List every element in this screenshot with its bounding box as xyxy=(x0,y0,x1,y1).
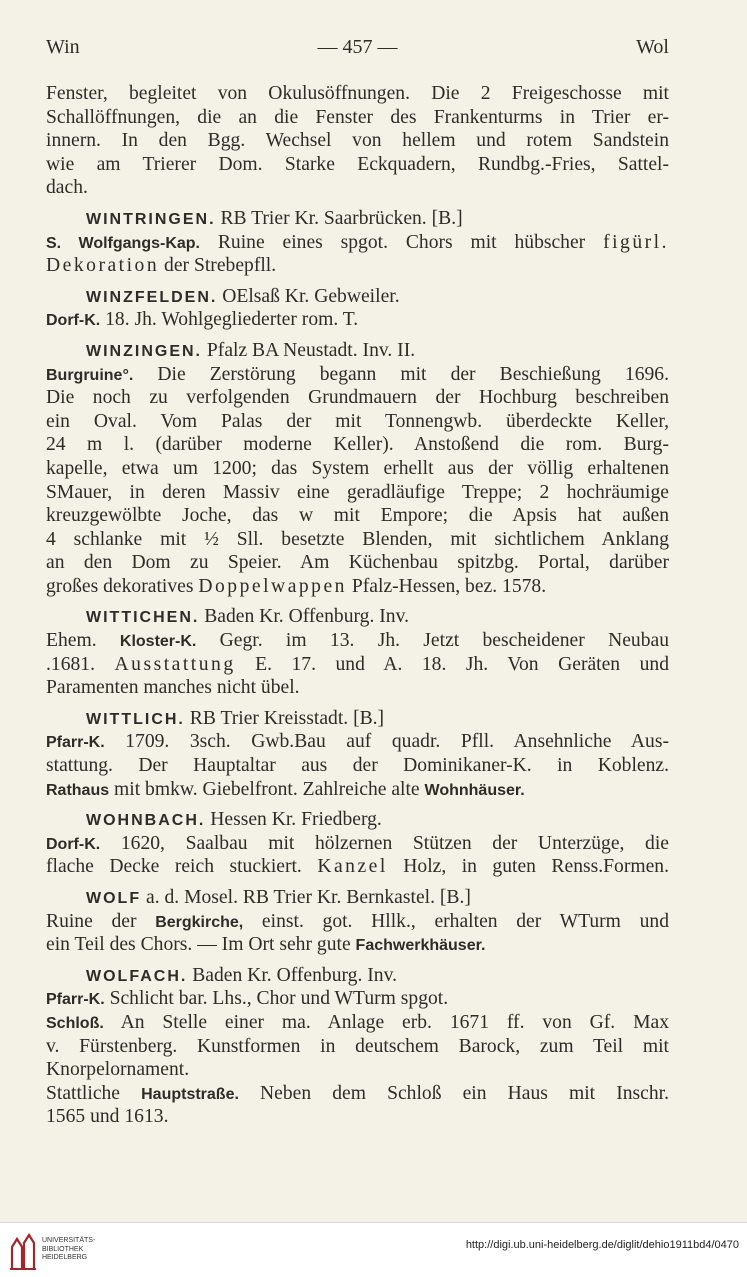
body-text xyxy=(46,82,669,1129)
text-run: flache Decke reich stuckiert. xyxy=(46,856,318,878)
source-url-link[interactable]: http://digi.ub.uni-heidelberg.de/diglit/dehio1911bd4/0470 xyxy=(465,1239,739,1251)
place-name: WOLFACH. xyxy=(86,967,188,985)
place-name: WINZFELDEN. xyxy=(86,288,218,306)
text-line xyxy=(46,82,669,106)
text-run: Pfalz BA Neustadt. Inv. II. xyxy=(202,339,416,361)
text-run: 4 schlanke mit ½ Sll. besetzte Blenden, mit sichtlichem Anklang xyxy=(46,528,669,550)
text-run: großes dekoratives xyxy=(46,575,199,597)
library-name xyxy=(42,1237,95,1263)
entry-heading-line xyxy=(46,886,669,910)
text-line xyxy=(46,386,669,410)
text-run: ein Oval. Vom Palas der mit Tonnengwb. überdeckte Keller, xyxy=(46,410,669,432)
text-run: kapelle, etwa um 1200; das System erhellt aus der völlig erhaltenen xyxy=(46,457,669,479)
spaced-term: Dekoration xyxy=(46,255,160,277)
place-name: WITTICHEN. xyxy=(86,609,200,627)
text-line xyxy=(46,410,669,434)
text-run: innern. In den Bgg. Wechsel von hellem und rotem Sandstein xyxy=(46,130,669,152)
text-run: Pfalz-Hessen, bez. 1578. xyxy=(346,575,547,597)
running-head-right: Wol xyxy=(636,36,669,58)
text-line xyxy=(46,575,669,599)
university-library-logo-icon xyxy=(8,1233,38,1271)
text-line xyxy=(46,308,669,332)
footer-bar xyxy=(0,1222,747,1277)
bold-term: S. Wolfgangs-Kap. xyxy=(46,234,200,252)
text-run: RB Trier Kreisstadt. [B.] xyxy=(184,707,385,729)
spaced-term: Ausstattung xyxy=(114,653,236,675)
text-run: OElsaß Kr. Gebweiler. xyxy=(217,285,400,307)
text-run: a. d. Mosel. RB Trier Kr. Bernkastel. [B.] xyxy=(141,887,471,908)
text-line xyxy=(46,551,669,575)
text-run: ein Teil des Chors. — Im Ort sehr gute xyxy=(46,934,356,956)
text-run: einst. got. Hllk., erhalten der WTurm und xyxy=(243,910,669,932)
text-line xyxy=(46,176,669,200)
place-name: WINZINGEN. xyxy=(86,342,202,360)
text-run: Baden Kr. Offenburg. Inv. xyxy=(199,606,410,628)
library-name-line: UNIVERSITÄTS- xyxy=(42,1237,96,1244)
text-run: Schallöffnungen, die an die Fenster des Frankenturms in Trier er- xyxy=(46,106,669,128)
text-run: Die Zerstörung begann mit der Beschießung 1696. xyxy=(133,363,669,385)
text-line xyxy=(46,504,669,528)
spaced-term: Kanzel xyxy=(317,856,388,878)
text-run: kreuzgewölbte Joche, das w mit Empore; die Apsis hat außen xyxy=(46,505,669,527)
entry-heading-line xyxy=(46,207,669,231)
entry-heading-line xyxy=(46,339,669,363)
text-line xyxy=(46,754,669,778)
text-run: .1681. xyxy=(46,653,115,675)
entry-heading-line xyxy=(46,707,669,731)
text-run: E. 17. und A. 18. Jh. Von Geräten und xyxy=(235,653,669,675)
page-number: — 457 — xyxy=(317,36,398,58)
text-line xyxy=(46,363,669,387)
entry-heading-line xyxy=(46,605,669,629)
text-run: wie am Trierer Dom. Starke Eckquadern, Rundbg.-Fries, Sattel- xyxy=(46,153,669,175)
text-line xyxy=(46,832,669,856)
bold-term: Kloster-K. xyxy=(119,633,197,651)
text-run: Gegr. im 13. Jh. Jetzt bescheidener Neubau xyxy=(196,630,669,652)
text-run: 18. Jh. Wohlgegliederter rom. T. xyxy=(100,309,359,331)
library-name-line: BIBLIOTHEK xyxy=(42,1245,84,1253)
bold-term: Hauptstraße. xyxy=(141,1085,239,1103)
spaced-term: figürl. xyxy=(603,231,669,253)
text-run: Die noch zu verfolgenden Grundmauern der Hochburg beschreiben xyxy=(46,387,669,409)
text-line xyxy=(46,481,669,505)
text-line xyxy=(46,528,669,552)
text-line xyxy=(46,910,669,934)
text-run: Ruine der xyxy=(46,910,156,932)
text-run: v. Fürstenberg. Kunstformen in deutschem Barock, zum Teil mit xyxy=(46,1035,669,1057)
text-run: Holz, in guten Renss.Formen. xyxy=(387,856,669,878)
bold-term: Wohnhäuser. xyxy=(424,781,525,799)
text-line xyxy=(46,933,669,957)
text-line xyxy=(46,129,669,153)
bold-term: Burgruine°. xyxy=(46,366,134,384)
bold-term: Pfarr-K. xyxy=(46,991,105,1009)
bold-term: Rathaus xyxy=(46,781,110,799)
text-line xyxy=(46,778,669,802)
text-run: Stattliche xyxy=(46,1082,142,1104)
entry-heading-line xyxy=(46,808,669,832)
text-run: 1565 und 1613. xyxy=(46,1106,169,1128)
text-run: 24 m l. (darüber moderne Keller). Anstoßend die rom. Burg- xyxy=(46,434,669,456)
text-line xyxy=(46,1105,669,1129)
library-name-line: HEIDELBERG xyxy=(42,1254,88,1261)
text-line xyxy=(46,153,669,177)
text-run: Neben dem Schloß ein Haus mit Inschr. xyxy=(238,1082,669,1104)
text-run: 1709. 3sch. Gwb.Bau auf quadr. Pfll. Ansehnliche Aus- xyxy=(104,731,669,753)
text-line xyxy=(46,1035,669,1059)
text-run: SMauer, in deren Massiv eine geradläufige Treppe; 2 hochräumige xyxy=(46,481,669,503)
text-run: 1620, Saalbau mit hölzernen Stützen der Unterzüge, die xyxy=(100,832,669,854)
text-line xyxy=(46,653,669,677)
place-name: WOHNBACH. xyxy=(86,812,206,830)
text-run: an den Dom zu Speier. Am Küchenbau spitzbg. Portal, darüber xyxy=(46,552,669,574)
text-run: Fenster, begleitet von Okulusöffnungen. Die 2 Freigeschosse mit xyxy=(46,83,669,104)
bold-term: Fachwerkhäuser. xyxy=(355,937,486,955)
text-line xyxy=(46,1082,669,1106)
text-line xyxy=(46,855,669,879)
place-name: WINTRINGEN. xyxy=(86,210,216,228)
text-run: Knorpelornament. xyxy=(46,1059,190,1081)
running-head-left: Win xyxy=(46,36,80,58)
text-run: mit bmkw. Giebelfront. Zahlreiche alte xyxy=(109,778,425,800)
text-line xyxy=(46,629,669,653)
text-run: Paramenten manches nicht übel. xyxy=(46,677,300,699)
entry-heading-line xyxy=(46,964,669,988)
text-line xyxy=(46,254,669,278)
text-line xyxy=(46,987,669,1011)
text-run: dach. xyxy=(46,177,88,199)
text-line xyxy=(46,676,669,700)
bold-term: Dorf-K. xyxy=(46,835,101,853)
text-line xyxy=(46,457,669,481)
text-line xyxy=(46,106,669,130)
text-run: Schlicht bar. Lhs., Chor und WTurm spgot. xyxy=(104,988,449,1010)
text-run: RB Trier Kr. Saarbrücken. [B.] xyxy=(215,207,463,229)
text-line xyxy=(46,1011,669,1035)
text-run: Baden Kr. Offenburg. Inv. xyxy=(187,964,398,986)
text-line xyxy=(46,730,669,754)
bold-term: Dorf-K. xyxy=(46,312,101,330)
text-line xyxy=(46,231,669,255)
spaced-term: Doppelwappen xyxy=(198,575,347,597)
bold-term: Pfarr-K. xyxy=(46,734,105,752)
place-name: WOLF xyxy=(86,890,142,907)
entry-heading-line xyxy=(46,285,669,309)
text-run: Hessen Kr. Friedberg. xyxy=(205,809,382,831)
text-run: der Strebepfll. xyxy=(159,255,277,277)
text-run: An Stelle einer ma. Anlage erb. 1671 ff. von Gf. Max xyxy=(103,1011,669,1033)
bold-term: Schloß. xyxy=(46,1014,104,1032)
text-run: Ehem. xyxy=(46,630,120,652)
bold-term: Bergkirche, xyxy=(155,913,244,931)
place-name: WITTLICH. xyxy=(86,710,185,728)
text-run: stattung. Der Hauptaltar aus der Dominikaner-K. in Koblenz. xyxy=(46,755,669,777)
text-run: Ruine eines spgot. Chors mit hübscher xyxy=(200,231,604,253)
running-head xyxy=(46,36,669,62)
text-line xyxy=(46,433,669,457)
text-line xyxy=(46,1058,669,1082)
